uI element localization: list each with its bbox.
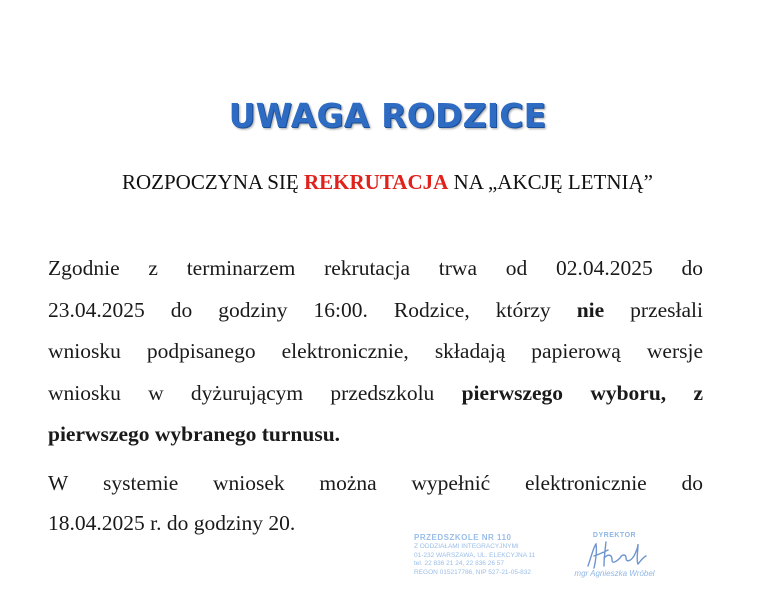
- stamp-line: REGON 015217786, NIP 527-21-05-832: [414, 568, 531, 576]
- stamp-line: 01-232 WARSZAWA, UL. ELEKCYJNA 11: [414, 551, 536, 559]
- paragraph1-line1: [48, 248, 703, 290]
- text-segment: przesłali: [604, 297, 704, 322]
- paragraph-electronic-deadline: [48, 463, 703, 543]
- director-seal: [562, 532, 667, 580]
- paragraph2-line1: [48, 463, 703, 503]
- word: wniosku: [48, 339, 121, 363]
- word: elektronicznie,: [281, 339, 409, 363]
- paragraph1-line2: [48, 290, 703, 332]
- subtitle-text-end: NA „AKCJĘ LETNIĄ”: [448, 170, 654, 194]
- word: podpisanego: [146, 339, 256, 363]
- word: do: [681, 471, 703, 495]
- text-segment: 23.04.2025 do godziny 16:00. Rodzice, którzy: [48, 297, 577, 322]
- paragraph-recruitment-dates: [48, 248, 703, 456]
- word: papierową: [531, 339, 621, 363]
- signature-icon: [580, 536, 650, 572]
- word: elektronicznie: [524, 471, 647, 495]
- emphasis-first-turn: pierwszego wybranego turnusu.: [48, 422, 341, 446]
- paragraph2-line2: 18.04.2025 r. do godziny 20.: [48, 511, 296, 535]
- stamp-title: PRZEDSZKOLE NR 110: [414, 533, 512, 542]
- text-segment: wniosku w dyżurującym przedszkolu: [48, 380, 462, 405]
- notice-subtitle: [0, 170, 775, 195]
- word: wersje: [646, 339, 703, 363]
- seal-role: DYREKTOR: [592, 532, 637, 539]
- word: trwa: [438, 256, 477, 280]
- word: 02.04.2025: [555, 256, 653, 280]
- paragraph1-line3: [48, 331, 703, 373]
- word: od: [505, 256, 528, 280]
- word: W: [48, 471, 69, 495]
- subtitle-text-start: ROZPOCZYNA SIĘ: [121, 170, 304, 194]
- stamp-line: Z ODDZIAŁAMI INTEGRACYJNYMI: [414, 543, 519, 550]
- word: Zgodnie: [48, 256, 120, 280]
- word: terminarzem: [186, 256, 296, 280]
- emphasis-nie: nie: [576, 297, 605, 322]
- word: składają: [434, 339, 506, 363]
- word: można: [319, 471, 377, 495]
- word: do: [681, 256, 703, 280]
- word: wypełnić: [411, 471, 491, 495]
- notice-title: UWAGA RODZICE: [228, 96, 547, 135]
- subtitle-highlight: REKRUTACJA: [304, 170, 449, 194]
- paragraph1-line4: [48, 373, 703, 415]
- word: z: [148, 256, 158, 280]
- word: wniosek: [212, 471, 285, 495]
- word: systemie: [103, 471, 179, 495]
- emphasis-first-choice: pierwszego wyboru, z: [461, 380, 703, 405]
- institution-stamp: [414, 533, 542, 579]
- word: rekrutacja: [324, 256, 411, 280]
- paragraph1-line5: [48, 414, 703, 456]
- stamp-line: tel. 22 836 21 24, 22 836 26 57: [414, 560, 504, 568]
- seal-name: mgr Agnieszka Wróbel: [574, 569, 655, 578]
